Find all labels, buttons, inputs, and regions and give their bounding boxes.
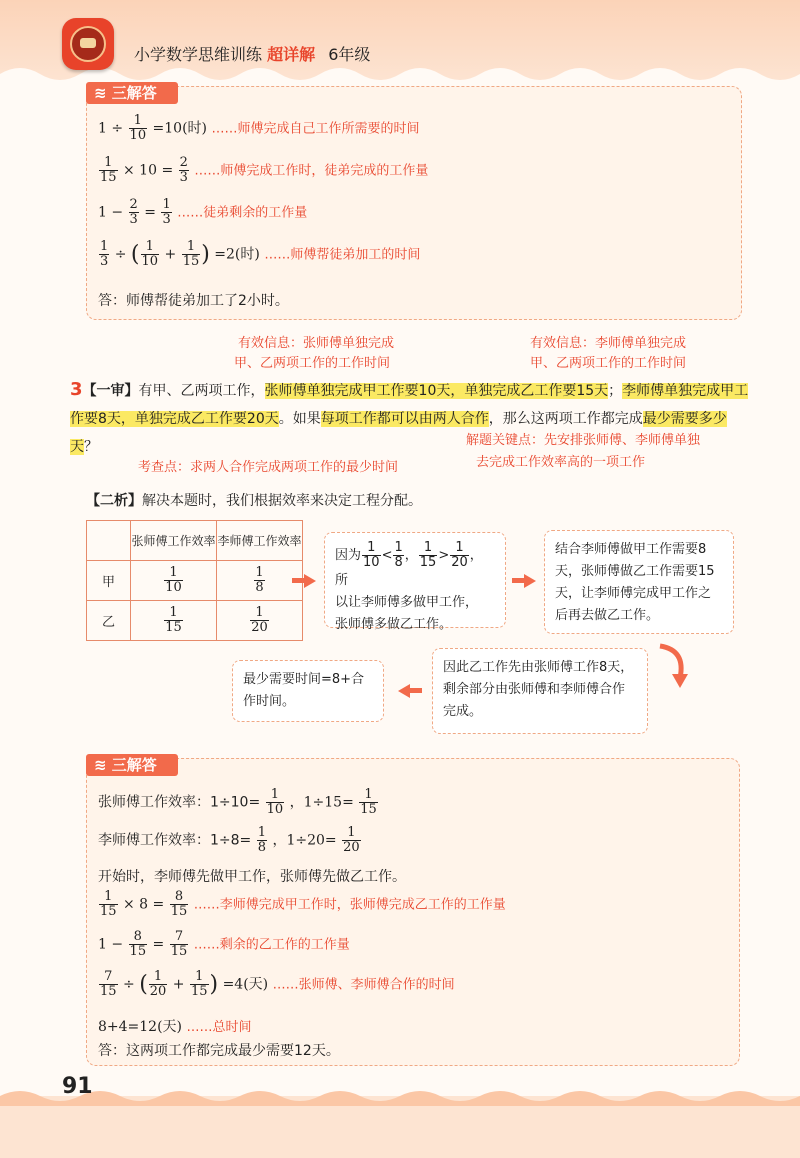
fraction: $\frac{8}{15}$ xyxy=(170,889,188,919)
fraction: $\frac{1}{10}$ xyxy=(165,565,182,595)
page-footer xyxy=(0,1096,800,1158)
fraction: $\frac{1}{15}$ xyxy=(182,239,200,269)
solution2-line5: 1 − $\frac{8}{15}$ = $\frac{7}{15}$ ……剩余的乙工作的工作量 xyxy=(98,929,350,959)
right-arrow-icon xyxy=(524,574,536,588)
fraction: $\frac{7}{15}$ xyxy=(170,929,188,959)
annotation-bottom-right: 解题关键点：先安排张师傅、李师傅单独 去完成工作效率高的一项工作 xyxy=(466,433,701,470)
solution1-step3: 1 − $\frac{2}{3}$ = $\frac{1}{3}$ ……徒弟剩余的工作量 xyxy=(98,197,308,227)
fraction: $\frac{1}{15}$ xyxy=(100,889,117,919)
table-header-li: 李师傅工作效率 xyxy=(217,521,303,561)
fraction: $\frac{1}{8}$ xyxy=(394,540,403,570)
page-number: 91 xyxy=(62,1074,93,1099)
fraction: $\frac{1}{20}$ xyxy=(451,540,468,570)
fraction: $\frac{1}{15}$ xyxy=(165,605,182,635)
fraction: $\frac{1}{10}$ xyxy=(141,239,159,269)
fraction: $\frac{1}{10}$ xyxy=(363,540,380,570)
solution1-step2: $\frac{1}{15}$ × 10 = $\frac{2}{3}$ ……师傅完成工作时，徒弟完成的工作量 xyxy=(100,155,429,185)
page-header xyxy=(0,0,800,82)
flow-box-comparison: 因为 $\frac{1}{10}$ < $\frac{1}{8}$ ， $\frac{1}{15}$ > $\frac{1}{20}$ ，所 以让李师傅多做甲工作， 张师傅多做乙工作。 xyxy=(324,532,506,628)
solution-tag-1: ≋ 三解答 xyxy=(86,82,178,104)
fraction: $\frac{1}{20}$ xyxy=(149,969,167,999)
annotation-top-left: 有效信息：张师傅单独完成 甲、乙两项工作的工作时间 xyxy=(234,336,395,371)
flow-box-result: 最少需要时间=8+合作时间。 xyxy=(232,660,384,722)
curved-arrow-icon xyxy=(656,640,690,692)
annotation-bottom-left: 考查点：求两人合作完成两项工作的最少时间 xyxy=(138,460,399,475)
fraction: $\frac{8}{15}$ xyxy=(129,929,147,959)
fraction: $\frac{1}{8}$ xyxy=(255,565,264,595)
book-logo-icon xyxy=(62,18,114,70)
left-arrow-icon xyxy=(398,684,410,698)
fraction: $\frac{1}{15}$ xyxy=(190,969,208,999)
fraction: $\frac{1}{15}$ xyxy=(360,787,377,817)
fraction: $\frac{1}{15}$ xyxy=(419,540,437,570)
solution1-step1: 1 ÷ $\frac{1}{10}$ =10(时) ……师傅完成自己工作所需要的时间 xyxy=(98,113,420,143)
fraction: $\frac{1}{10}$ xyxy=(266,787,284,817)
solution2-line3: 开始时，李师傅先做甲工作，张师傅先做乙工作。 xyxy=(98,869,406,885)
fraction: $\frac{1}{8}$ xyxy=(257,825,267,855)
analysis-text: 【二析】解决本题时，我们根据效率来决定工程分配。 xyxy=(86,493,422,509)
solution2-line4: $\frac{1}{15}$ × 8 = $\frac{8}{15}$ ……李师傅完成甲工作时，张师傅完成乙工作的工作量 xyxy=(100,889,506,919)
solution1-step4: $\frac{1}{3}$ ÷ ( $\frac{1}{10}$ + $\frac{1}{15}$ ) =2(时) ……师傅帮徒弟加工的时间 xyxy=(100,239,421,269)
flow-box-assignment: 结合李师傅做甲工作需要8天，张师傅做乙工作需要15天，让李师傅完成甲工作之后再去做乙工作。 xyxy=(544,530,734,634)
fraction: $\frac{1}{3}$ xyxy=(100,239,109,269)
right-arrow-icon xyxy=(304,574,316,588)
solution2-line7: 8+4=12(天) ……总时间 xyxy=(98,1019,252,1035)
fraction: $\frac{2}{3}$ xyxy=(179,155,188,185)
solution2-line2: 李师傅工作效率：1÷8= $\frac{1}{8}$ ，1÷20= $\frac{1}{20}$ xyxy=(98,825,360,855)
header-title: 小学数学思维训练 超详解 6年级 xyxy=(134,45,371,64)
table-row: 乙 $\frac{1}{15}$ $\frac{1}{20}$ xyxy=(87,601,303,641)
problem-text: 3【一审】有甲、乙两项工作，张师傅单独完成甲工作要10天，单独完成乙工作要15天；李师傅单独完成甲工作要8天，单独完成乙工作要20天。如果每项工作都可以由两人合作，那么这两项工作都完成最少需要多少天？ xyxy=(70,379,749,455)
arrow-shaft xyxy=(512,578,524,583)
table-row: 甲 $\frac{1}{10}$ $\frac{1}{8}$ xyxy=(87,561,303,601)
annotation-top-right: 有效信息：李师傅单独完成 甲、乙两项工作的工作时间 xyxy=(530,336,687,371)
solution2-answer: 答：这两项工作都完成最少需要12天。 xyxy=(98,1043,340,1059)
fraction: $\frac{1}{15}$ xyxy=(100,155,117,185)
fraction: $\frac{2}{3}$ xyxy=(129,197,138,227)
flow-box-split: 因此乙工作先由张师傅工作8天，剩余部分由张师傅和李师傅合作完成。 xyxy=(432,648,648,734)
fraction: $\frac{1}{20}$ xyxy=(343,825,360,855)
efficiency-table xyxy=(86,520,303,641)
fraction: $\frac{1}{10}$ xyxy=(129,113,147,143)
fraction: $\frac{7}{15}$ xyxy=(100,969,117,999)
fraction: $\frac{1}{3}$ xyxy=(162,197,171,227)
table-header-zhang: 张师傅工作效率 xyxy=(131,521,217,561)
arrow-shaft xyxy=(292,578,304,583)
arrow-shaft xyxy=(410,688,422,693)
solution2-line6: $\frac{7}{15}$ ÷ ( $\frac{1}{20}$ + $\frac{1}{15}$ ) =4(天) ……张师傅、李师傅合作的时间 xyxy=(100,969,455,999)
solution-tag-2: ≋ 三解答 xyxy=(86,754,178,776)
solution1-answer: 答：师傅帮徒弟加工了2小时。 xyxy=(98,293,289,309)
fraction: $\frac{1}{20}$ xyxy=(251,605,268,635)
solution2-line1: 张师傅工作效率：1÷10= $\frac{1}{10}$ ，1÷15= $\frac{1}{15}$ xyxy=(98,787,377,817)
